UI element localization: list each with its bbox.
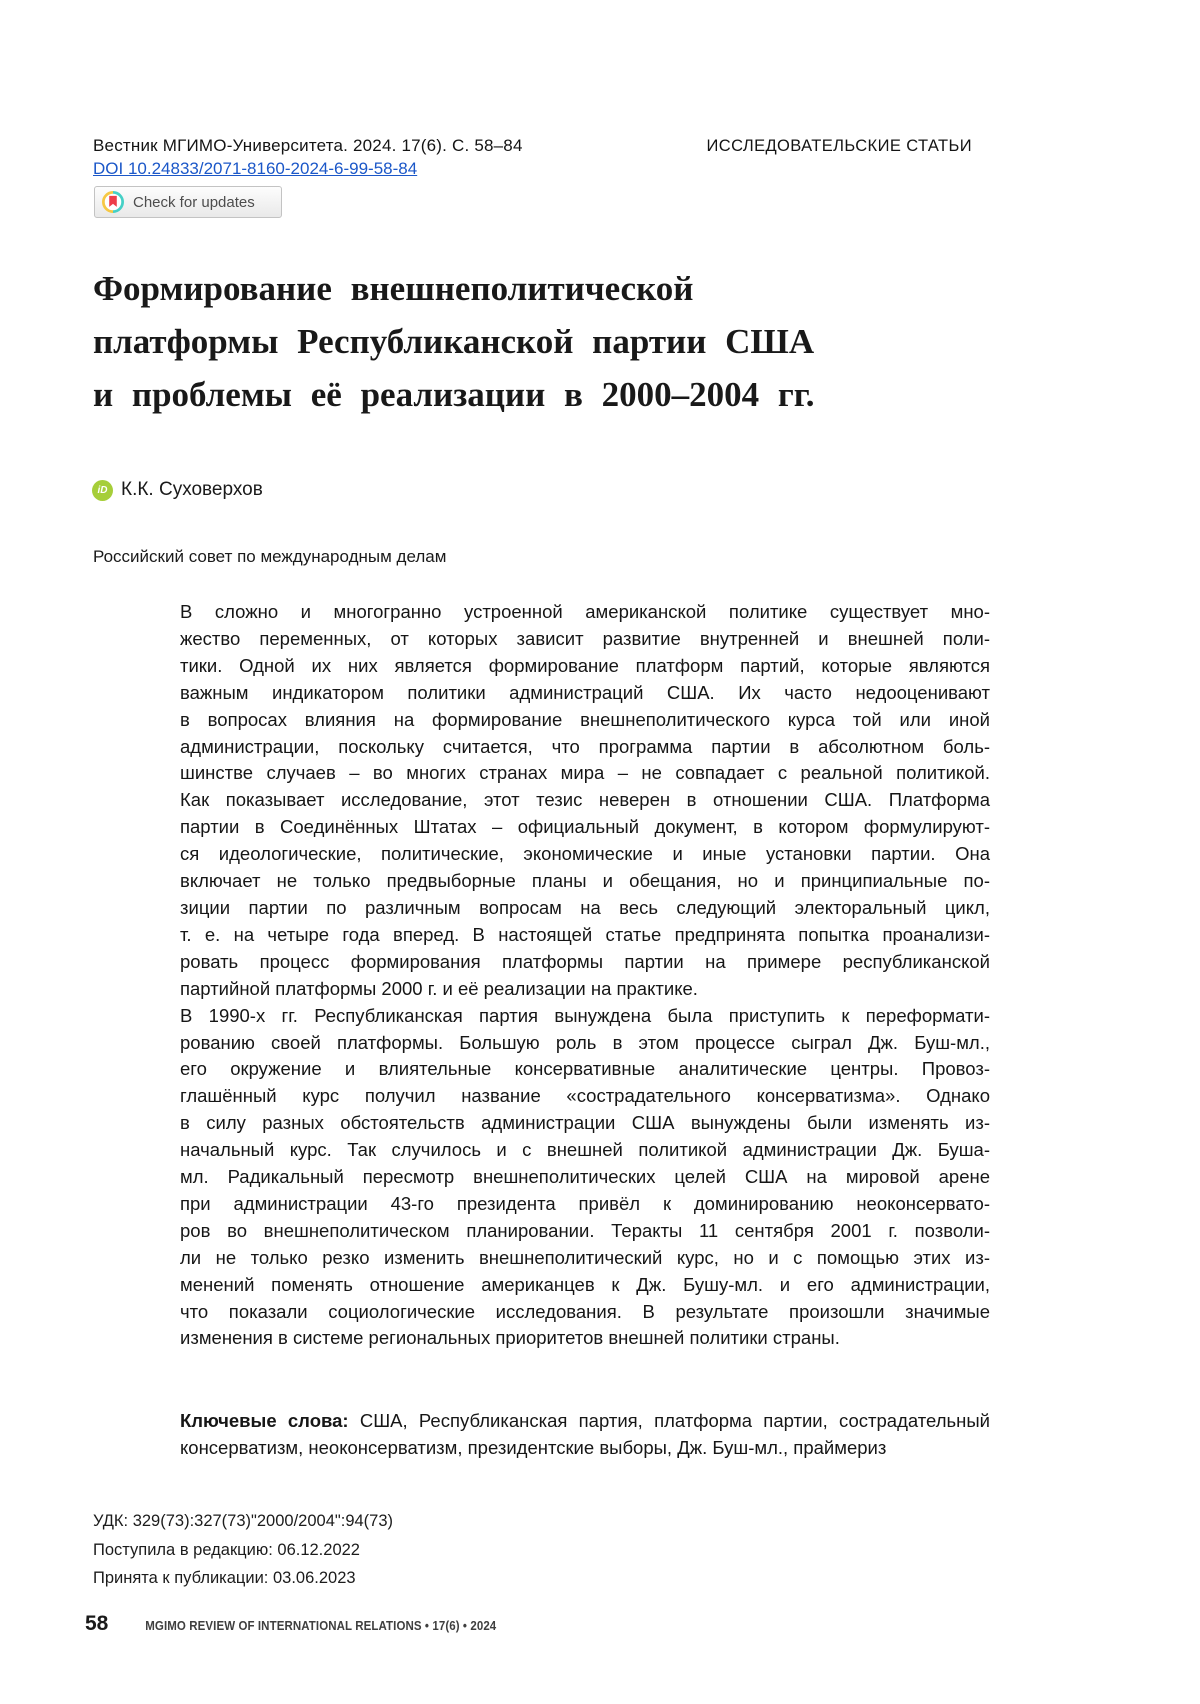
abstract-line: в силу разных обстоятельств администрации США вынуждены были изменять из- [180,1112,990,1134]
abstract-line: что показали социологические исследования. В результате произошли значимые [180,1300,990,1322]
abstract-line: глашённый курс получил название «сострадательного консерватизма». Однако [180,1085,990,1107]
abstract-line: жество переменных, от которых зависит развитие внутренней и внешней поли- [180,627,990,649]
abstract-line: важным индикатором политики администраций США. Их часто недооценивают [180,681,990,703]
abstract-paragraph [180,599,990,1003]
abstract-line: тики. Одной их них является формирование платформ партий, которые являются [180,654,990,676]
abstract-line: В 1990-х гг. Республиканская партия вынуждена была приступить к переформати- [180,1004,990,1026]
keywords-line [180,1407,990,1434]
author-name: К.К. Суховерхов [121,479,263,500]
abstract-line: в вопросах влияния на формирование внешнеполитического курса той или иной [180,708,990,730]
abstract-line: администрации, поскольку считается, что программа партии в абсолютном боль- [180,735,990,757]
keywords-text: США, Республиканская партия, платформа партии, сострадательный [348,1410,990,1431]
abstract-line: мл. Радикальный пересмотр внешнеполитических целей США на мировой арене [180,1166,990,1188]
keywords-label: Ключевые слова: [180,1410,349,1431]
abstract-line: менений поменять отношение американцев к Дж. Бушу-мл. и его администрации, [180,1273,990,1295]
abstract-line: его окружение и влиятельные консервативные аналитические центры. Провоз- [180,1058,990,1080]
abstract-line: зиции партии по различным вопросам на весь следующий электоральный цикл, [180,896,990,918]
abstract-paragraph [180,1003,990,1353]
accepted-date: Принята к публикации: 03.06.2023 [93,1569,356,1587]
doi-link[interactable]: DOI 10.24833/2071-8160-2024-6-99-58-84 [93,159,418,178]
abstract-line: изменения в системе региональных приоритетов внешней политики страны. [180,1327,840,1349]
abstract-line: включает не только предвыборные планы и обещания, но и принципиальные по- [180,870,990,892]
journal-citation: Вестник МГИМО-Университета. 2024. 17(6). С. 58–84 [93,136,523,155]
crossmark-icon [102,191,124,213]
abstract-line: ли не только резко изменить внешнеполитический курс, но и с помощью этих из- [180,1246,990,1268]
abstract [180,599,990,1352]
udk-code: УДК: 329(73):327(73)"2000/2004":94(73) [93,1512,394,1530]
page-number: 58 [85,1612,109,1635]
abstract-line: партии в Соединённых Штатах – официальный документ, в котором формулируют- [180,816,990,838]
abstract-line: партийной платформы 2000 г. и её реализации на практике. [180,977,698,999]
title-line: платформы Республиканской партии США [93,322,815,361]
title-line: и проблемы её реализации в 2000–2004 гг. [93,375,815,414]
orcid-icon[interactable]: iD [92,480,113,501]
check-for-updates-button[interactable] [94,186,282,218]
author-affiliation: Российский совет по международным делам [93,547,447,566]
abstract-line: ровать процесс формирования платформы партии на примере республиканской [180,950,990,972]
abstract-line: т. е. на четыре года вперед. В настоящей статье предпринята попытка проанализи- [180,923,990,945]
running-title: MGIMO REVIEW OF INTERNATIONAL RELATIONS • 17(6) • 2024 [145,1619,497,1633]
keywords-block [180,1407,990,1461]
abstract-line: рованию своей платформы. Большую роль в этом процессе сыграл Дж. Буш-мл., [180,1031,990,1053]
abstract-line: шинстве случаев – во многих странах мира – не совпадает с реальной политикой. [180,762,990,784]
abstract-line: ров во внешнеполитическом планировании. Теракты 11 сентября 2001 г. позволи- [180,1219,990,1241]
abstract-line: В сложно и многогранно устроенной американской политике существует мно- [180,601,990,622]
section-heading: ИССЛЕДОВАТЕЛЬСКИЕ СТАТЬИ [706,137,972,155]
received-date: Поступила в редакцию: 06.12.2022 [93,1541,360,1559]
abstract-line: Как показывает исследование, этот тезис неверен в отношении США. Платформа [180,789,990,811]
abstract-line: при администрации 43-го президента привёл к доминированию неоконсервато- [180,1192,990,1214]
check-for-updates-label: Check for updates [133,193,255,211]
author-row [92,479,263,501]
abstract-line: начальный курс. Так случилось и с внешней политикой администрации Дж. Буша- [180,1139,990,1161]
page-footer [85,1612,512,1636]
abstract-line: ся идеологические, политические, экономические и иные установки партии. Она [180,843,990,865]
article-title [93,262,923,421]
title-line: Формирование внешнеполитической [93,269,694,308]
keywords-line: консерватизм, неоконсерватизм, президентские выборы, Дж. Буш-мл., праймериз [180,1437,887,1458]
